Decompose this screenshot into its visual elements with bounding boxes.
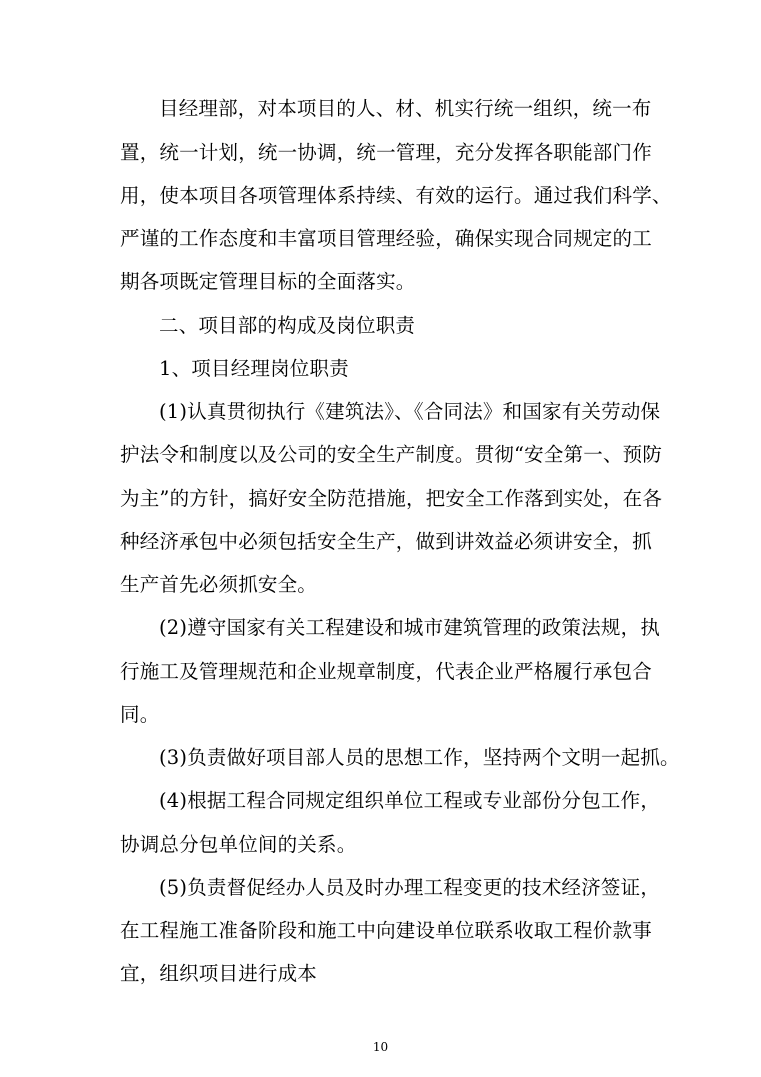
text-line: (4)根据工程合同规定组织单位工程或专业部份分包工作， (159, 789, 661, 812)
subsection-heading: 1、项目经理岗位职责 (159, 357, 349, 380)
text-line: 宜，组织项目进行成本 (120, 962, 318, 985)
text-line: (1)认真贯彻执行《建筑法》、《合同法》和国家有关劳动保 (159, 400, 661, 423)
text-line: 同。 (120, 703, 160, 726)
text-line: 用，使本项目各项管理体系持续、有效的运行。通过我们科学、 (120, 184, 672, 207)
text-line: 在工程施工准备阶段和施工中向建设单位联系收取工程价款事 (120, 919, 652, 942)
text-line: 行施工及管理规范和企业规章制度，代表企业严格履行承包合 (120, 660, 652, 683)
text-line: 协调总分包单位间的关系。 (120, 833, 357, 856)
text-line: 目经理部，对本项目的人、材、机实行统一组织，统一布 (159, 97, 652, 120)
text-line: 为主”的方针，搞好安全防范措施，把安全工作落到实处，在各 (120, 487, 663, 510)
text-line: 护法令和制度以及公司的安全生产制度。贯彻“安全第一、预防 (120, 443, 663, 466)
text-line: 严谨的工作态度和丰富项目管理经验，确保实现合同规定的工 (120, 227, 652, 250)
text-line: 期各项既定管理目标的全面落实。 (120, 270, 416, 293)
text-line: 置，统一计划，统一协调，统一管理，充分发挥各职能部门作 (120, 141, 652, 164)
section-heading: 二、项目部的构成及岗位职责 (159, 314, 416, 337)
text-line: 生产首先必须抓安全。 (120, 573, 318, 596)
text-line: 种经济承包中必须包括安全生产，做到讲效益必须讲安全，抓 (120, 530, 652, 553)
text-line: (3)负责做好项目部人员的思想工作，坚持两个文明一起抓。 (159, 746, 680, 769)
page-number: 10 (372, 1040, 389, 1054)
text-line: (2)遵守国家有关工程建设和城市建筑管理的政策法规，执 (159, 616, 661, 639)
text-line: (5)负责督促经办人员及时办理工程变更的技术经济签证， (159, 876, 661, 899)
